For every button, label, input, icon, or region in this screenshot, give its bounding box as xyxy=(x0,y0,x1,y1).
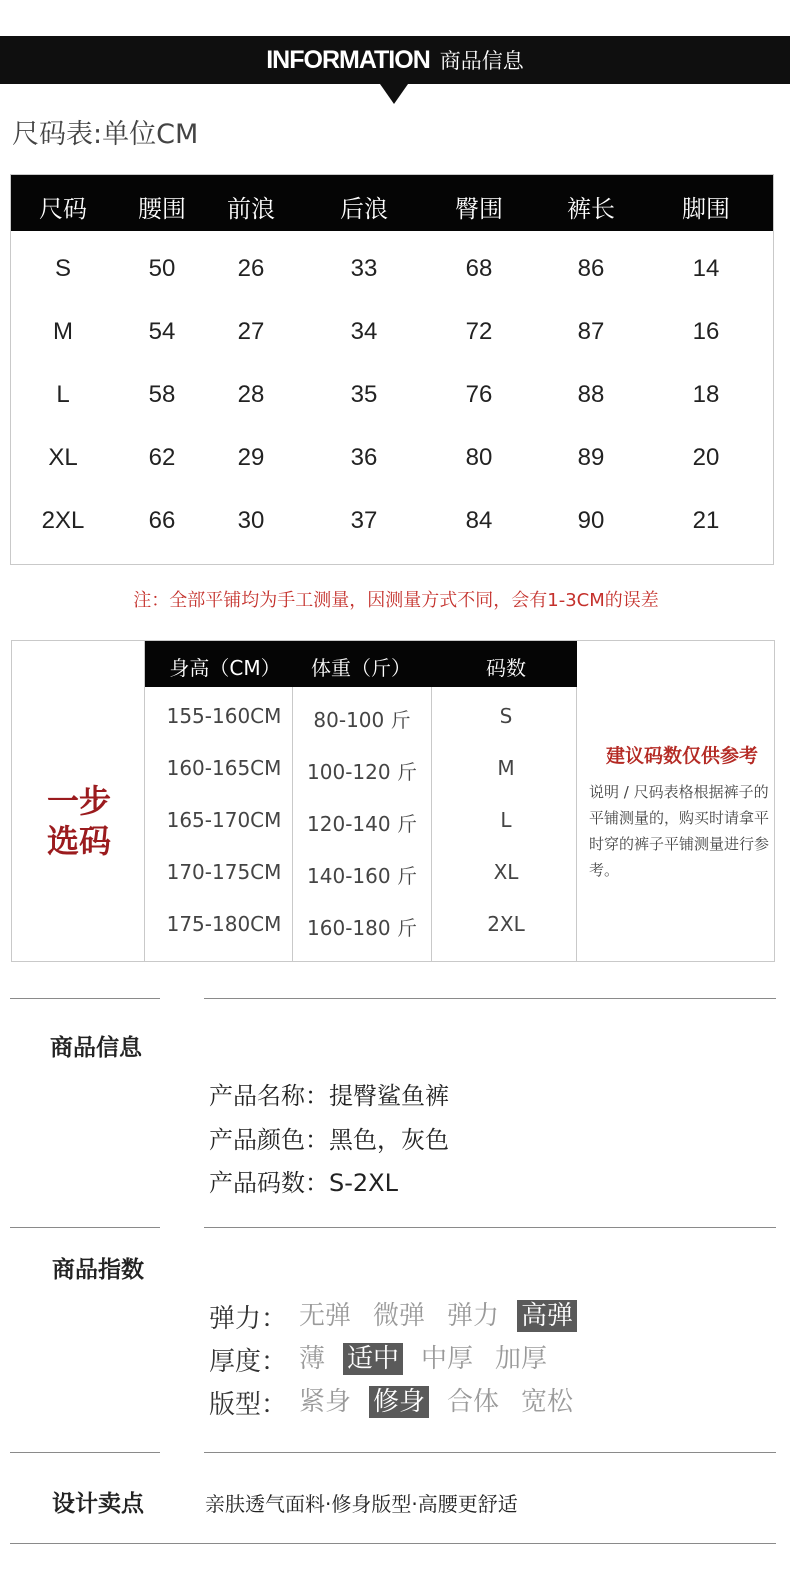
recommendation-header-row xyxy=(145,641,577,687)
size-chart-cell: 68 xyxy=(465,255,493,282)
one-step-size-title xyxy=(26,781,132,861)
size-chart-header-cell: 裤长 xyxy=(567,195,615,223)
section-rule xyxy=(204,1452,776,1453)
size-chart-header-cell: 脚围 xyxy=(682,195,730,223)
recommendation-cell: M xyxy=(497,756,515,780)
selling-points-text: 亲肤透气面料·修身版型·高腰更舒适 xyxy=(205,1492,518,1516)
size-chart-header-cell: 后浪 xyxy=(340,195,388,223)
size-chart-cell: 35 xyxy=(350,381,378,408)
product-color-line: 产品颜色：黑色，灰色 xyxy=(209,1126,449,1154)
size-chart-cell: 72 xyxy=(465,318,493,345)
size-chart-cell: 27 xyxy=(237,318,265,345)
size-chart-cell: 87 xyxy=(577,318,605,345)
measurement-note: 注：全部平铺均为手工测量，因测量方式不同，会有1-3CM的误差 xyxy=(133,590,659,611)
size-chart-cell: 80 xyxy=(465,444,493,471)
section-rule xyxy=(10,1543,776,1544)
product-index-option-selected: 修身 xyxy=(369,1386,429,1418)
recommendation-cell: 155-160CM xyxy=(166,704,282,728)
size-chart-header-cell: 前浪 xyxy=(227,195,275,223)
divider xyxy=(144,641,145,961)
product-index-option: 加厚 xyxy=(495,1344,548,1374)
header-chinese-title: 商品信息 xyxy=(439,49,524,73)
size-chart-cell: 54 xyxy=(148,318,176,345)
size-chart-cell: 18 xyxy=(692,381,720,408)
size-chart-cell: 29 xyxy=(237,444,265,471)
product-index-label: 弹力： xyxy=(209,1303,288,1334)
divider xyxy=(576,641,577,961)
product-index-option-selected: 高弹 xyxy=(517,1300,577,1332)
product-index-option: 合体 xyxy=(447,1387,500,1417)
recommendation-cell: 165-170CM xyxy=(166,808,282,832)
size-chart-cell: 58 xyxy=(148,381,176,408)
section-rule xyxy=(10,1452,160,1453)
recommendation-cell: 100-120 斤 xyxy=(307,760,417,784)
recommendation-cell: 2XL xyxy=(487,912,525,936)
section-header-banner xyxy=(0,36,790,84)
recommendation-cell: XL xyxy=(493,860,519,884)
size-chart-cell: 62 xyxy=(148,444,176,471)
recommendation-cell: 160-180 斤 xyxy=(307,916,417,940)
size-chart-cell: XL xyxy=(48,444,78,471)
recommendation-cell: 170-175CM xyxy=(166,860,282,884)
product-index-option: 中厚 xyxy=(421,1344,474,1374)
recommendation-cell: S xyxy=(499,704,513,728)
size-chart-cell: 90 xyxy=(577,507,605,534)
section-rule xyxy=(10,998,160,999)
recommendation-cell: 175-180CM xyxy=(166,912,282,936)
product-index-row xyxy=(209,1385,591,1419)
size-chart-cell: S xyxy=(54,255,72,282)
section-rule xyxy=(204,998,776,999)
advice-text: 说明 / 尺码表格根据裤子的平铺测量的，购买时请拿平时穿的裤子平铺测量进行参考。 xyxy=(589,783,770,879)
size-chart-cell: M xyxy=(53,318,73,345)
product-index-option: 微弹 xyxy=(373,1301,426,1331)
product-index-row xyxy=(209,1342,565,1376)
size-recommendation-table xyxy=(11,640,775,962)
product-index-option: 薄 xyxy=(299,1344,326,1374)
size-chart-header-cell: 尺码 xyxy=(39,195,87,223)
size-chart-cell: 89 xyxy=(577,444,605,471)
size-chart-cell: 33 xyxy=(350,255,378,282)
size-chart-unit-title: 尺码表:单位CM xyxy=(12,119,199,150)
product-info-title: 商品信息 xyxy=(50,1035,142,1061)
size-chart-cell: L xyxy=(56,381,70,408)
recommendation-header-cell: 码数 xyxy=(486,656,526,680)
product-index-option: 无弹 xyxy=(299,1301,352,1331)
section-rule xyxy=(10,1227,160,1228)
product-index-option-selected: 适中 xyxy=(343,1343,403,1375)
size-chart-table xyxy=(10,174,774,565)
size-chart-cell: 2XL xyxy=(41,507,85,534)
size-chart-cell: 76 xyxy=(465,381,493,408)
size-chart-cell: 66 xyxy=(148,507,176,534)
header-english-title: INFORMATION xyxy=(266,45,430,74)
size-chart-cell: 37 xyxy=(350,507,378,534)
size-chart-cell: 30 xyxy=(237,507,265,534)
recommendation-header-cell: 身高（CM） xyxy=(169,656,281,680)
one-step-title-line: 选码 xyxy=(46,822,111,860)
banner-pointer-icon xyxy=(380,84,408,104)
size-chart-cell: 28 xyxy=(237,381,265,408)
advice-title: 建议码数仅供参考 xyxy=(605,745,758,767)
size-chart-header-row xyxy=(11,175,773,231)
selling-points-title: 设计卖点 xyxy=(52,1491,144,1517)
size-chart-header-cell: 腰围 xyxy=(138,195,186,223)
recommendation-cell: 120-140 斤 xyxy=(307,812,417,836)
product-index-option: 弹力 xyxy=(447,1301,500,1331)
divider xyxy=(292,687,293,961)
size-chart-cell: 36 xyxy=(350,444,378,471)
product-index-title: 商品指数 xyxy=(52,1257,144,1283)
size-chart-cell: 16 xyxy=(692,318,720,345)
recommendation-cell: L xyxy=(500,808,512,832)
size-chart-cell: 88 xyxy=(577,381,605,408)
size-chart-cell: 86 xyxy=(577,255,605,282)
product-index-option: 紧身 xyxy=(299,1387,352,1417)
product-size-line: 产品码数：S-2XL xyxy=(209,1169,398,1197)
size-chart-cell: 14 xyxy=(692,255,720,282)
size-chart-cell: 26 xyxy=(237,255,265,282)
size-chart-cell: 21 xyxy=(692,507,720,534)
recommendation-cell: 80-100 斤 xyxy=(313,708,411,732)
size-chart-cell: 34 xyxy=(350,318,378,345)
size-chart-cell: 84 xyxy=(465,507,493,534)
divider xyxy=(431,687,432,961)
product-name-line: 产品名称：提臀鲨鱼裤 xyxy=(209,1082,449,1110)
recommendation-header-cell: 体重（斤） xyxy=(311,656,411,680)
section-rule xyxy=(204,1227,776,1228)
size-chart-cell: 50 xyxy=(148,255,176,282)
recommendation-cell: 160-165CM xyxy=(166,756,282,780)
product-index-option: 宽松 xyxy=(521,1387,574,1417)
size-chart-cell: 20 xyxy=(692,444,720,471)
product-index-label: 版型： xyxy=(209,1389,288,1420)
recommendation-cell: 140-160 斤 xyxy=(307,864,417,888)
one-step-title-line: 一步 xyxy=(46,782,111,820)
size-chart-header-cell: 臀围 xyxy=(455,195,503,223)
product-index-row xyxy=(209,1299,591,1333)
product-index-label: 厚度： xyxy=(209,1346,288,1377)
